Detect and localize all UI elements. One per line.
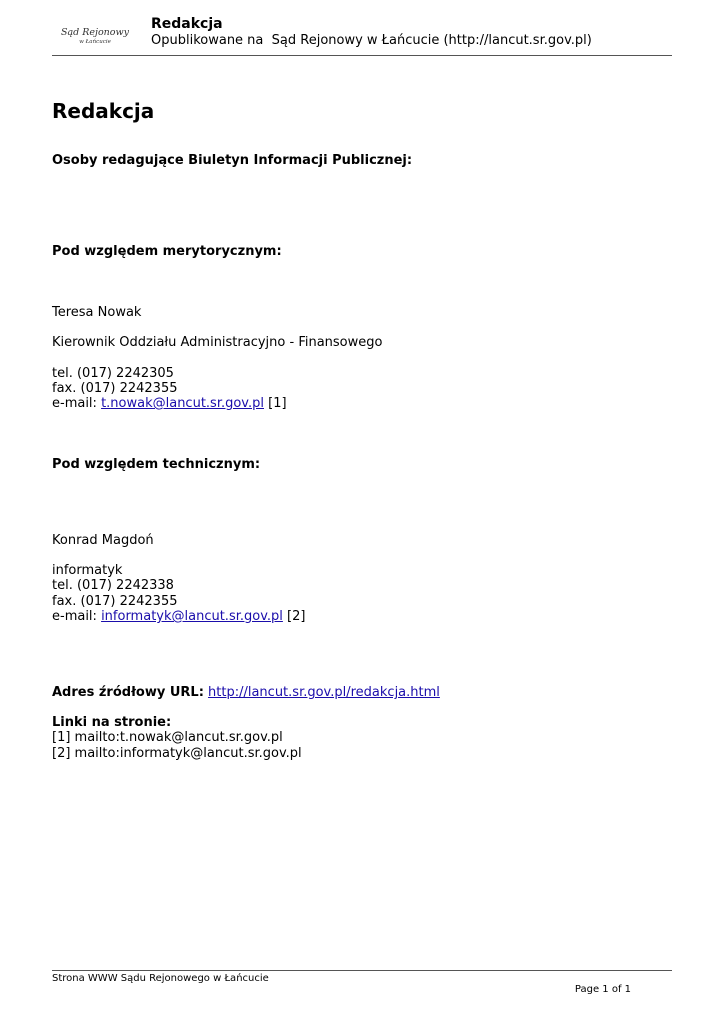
editor-1-tel: tel. (017) 2242305 [52,366,174,381]
page-header [52,14,672,56]
editor-1-email-line [52,396,287,411]
link-item-2: [2] mailto:informatyk@lancut.sr.gov.pl [52,746,302,761]
editor-2-name: Konrad Magdoń [52,533,154,548]
editor-2-position: informatyk [52,563,123,578]
footer-page-number: Page 1 of 1 [574,984,631,995]
editor-2-email-link[interactable]: informatyk@lancut.sr.gov.pl [101,609,283,624]
editor-1-email-link[interactable]: t.nowak@lancut.sr.gov.pl [101,396,264,411]
page-footer [52,970,672,1011]
section-substantive-heading: Pod względem merytorycznym: [52,244,282,259]
editor-2-email-line [52,609,305,624]
link-item-1: [1] mailto:t.nowak@lancut.sr.gov.pl [52,730,283,745]
page-title: Redakcja [52,99,155,123]
email-label: e-mail: [52,609,102,624]
editor-1-fax: fax. (017) 2242355 [52,381,178,396]
email-ref: [2] [282,609,306,624]
source-url-line [52,685,440,700]
editor-1-name: Teresa Nowak [52,305,142,320]
court-logo [60,28,130,45]
email-ref: [1] [264,396,287,411]
header-title: Redakcja [151,16,223,32]
source-url-label: Adres źródłowy URL: [52,685,204,700]
email-label: e-mail: [52,396,102,411]
links-heading: Linki na stronie: [52,715,172,730]
section-technical-heading: Pod względem technicznym: [52,457,261,472]
editor-1-position: Kierownik Oddziału Administracyjno - Finansowego [52,335,383,350]
header-subtitle: Opublikowane na Sąd Rejonowy w Łańcucie (http://lancut.sr.gov.pl) [151,33,592,48]
source-url-link[interactable]: http://lancut.sr.gov.pl/redakcja.html [208,685,440,700]
editor-2-tel: tel. (017) 2242338 [52,578,174,593]
footer-site-name: Strona WWW Sądu Rejonowego w Łańcucie [52,973,269,984]
logo-line-1: Sąd Rejonowy [60,27,130,38]
editor-2-fax: fax. (017) 2242355 [52,594,178,609]
intro-heading: Osoby redagujące Biuletyn Informacji Publicznej: [52,153,413,168]
logo-line-2: w Łańcucie [79,38,111,45]
